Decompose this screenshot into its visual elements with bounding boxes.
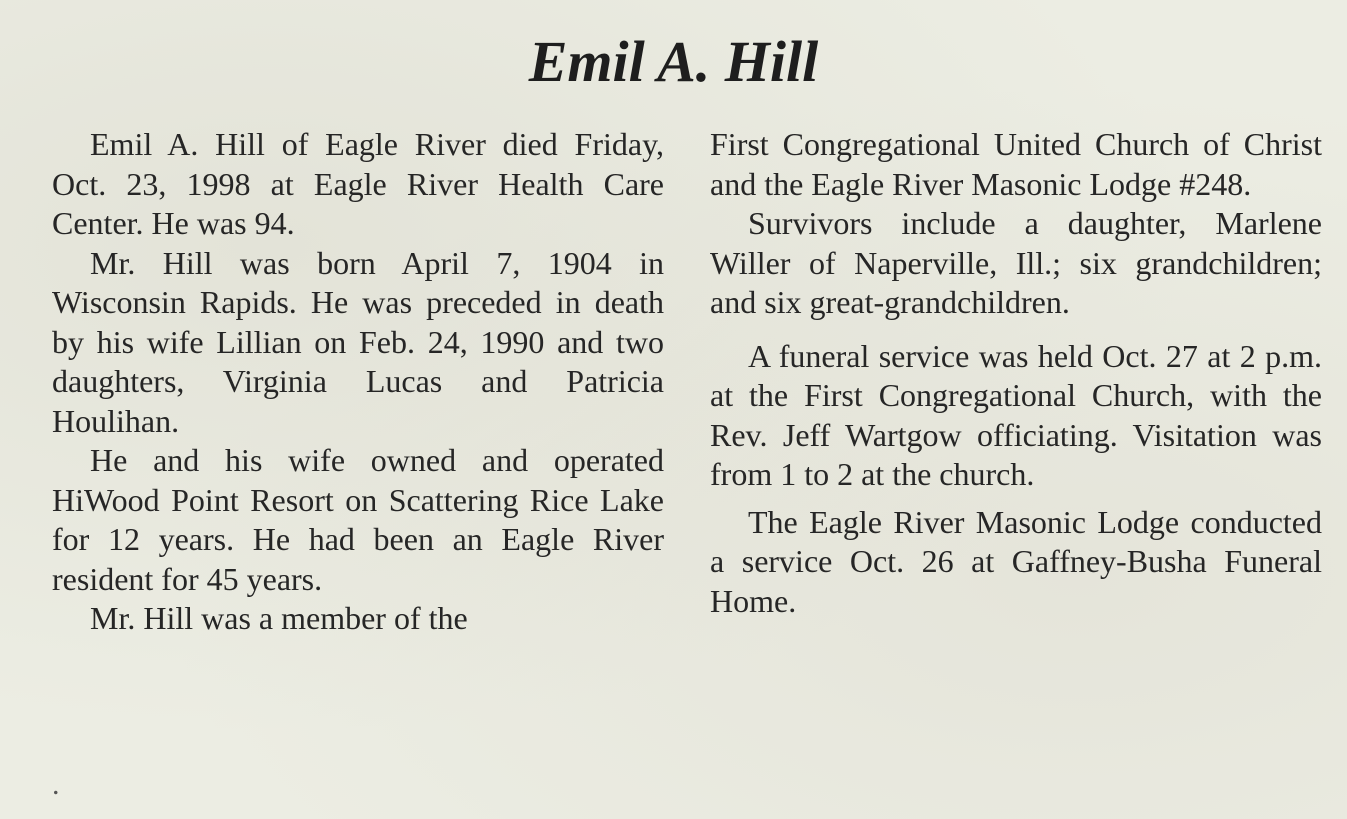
paragraph-resort: He and his wife owned and operated HiWood Point Resort on Scattering Rice Lake for 12 years. He had been an Eagle River resident for 45 years. (52, 442, 664, 597)
left-column (52, 125, 664, 639)
paragraph-birth-family: Mr. Hill was born April 7, 1904 in Wisconsin Rapids. He was preceded in death by his wife Lillian on Feb. 24, 1990 and two daughters, Virginia Lucas and Patricia Houlihan. (52, 244, 664, 439)
paragraph-membership-continued: First Congregational United Church of Christ and the Eagle River Masonic Lodge #248. (710, 126, 1322, 202)
paragraph-masonic-service: The Eagle River Masonic Lodge conducted a service Oct. 26 at Gaffney-Busha Funeral Home. (710, 503, 1322, 619)
paragraph-survivors: Survivors include a daughter, Marlene Willer of Naperville, Ill.; six grandchildren; and six great-grandchildren. (710, 205, 1322, 320)
obituary-title: Emil A. Hill (528, 29, 819, 94)
right-column (710, 125, 1322, 621)
paragraph-membership-start: Mr. Hill was a member of the (90, 600, 468, 636)
paragraph-death-notice: Emil A. Hill of Eagle River died Friday, Oct. 23, 1998 at Eagle River Health Care Center. He was 94. (52, 126, 664, 241)
paragraph-funeral-service: A funeral service was held Oct. 27 at 2 p.m. at the First Congregational Church, with the Rev. Jeff Wartgow officiating. Visitation was from 1 to 2 at the church. (710, 337, 1322, 492)
print-speck: . (52, 768, 60, 801)
